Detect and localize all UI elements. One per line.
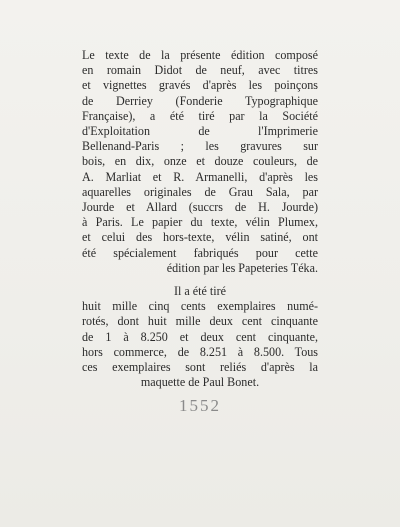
text-line: hors commerce, de 8.251 à 8.500. Tous xyxy=(82,344,318,359)
text-line: maquette de Paul Bonet. xyxy=(140,375,260,390)
copy-number: 1552 xyxy=(179,396,221,415)
text-line: ces exemplaires sont reliés d'après la xyxy=(82,360,318,375)
text-line: rotés, dont huit mille deux cent cinquante xyxy=(82,314,318,329)
text-line: aquarelles originales de Grau Sala, par xyxy=(82,184,318,199)
text-line: huit mille cinq cents exemplaires numé- xyxy=(82,299,318,314)
text-line: en romain Didot de neuf, avec titres xyxy=(82,63,318,78)
text-line: été spécialement fabriqués pour cette xyxy=(82,245,318,260)
paragraph-gap xyxy=(82,276,318,284)
text-line: Il a été tiré xyxy=(173,284,227,299)
text-line: d'Exploitation de l'Imprimerie xyxy=(82,124,318,139)
text-line: Le texte de la présente édition composé xyxy=(82,48,318,62)
text-line: Française), a été tiré par la Société xyxy=(82,108,318,123)
text-line: et celui des hors-texte, vélin satiné, ont xyxy=(82,230,318,245)
text-line: bois, en dix, onze et douze couleurs, de xyxy=(82,154,318,169)
text-line: A. Marliat et R. Armanelli, d'après les xyxy=(82,169,318,184)
text-line: à Paris. Le papier du texte, vélin Plumex, xyxy=(82,215,318,230)
text-line: de Derriey (Fonderie Typographique xyxy=(82,93,318,108)
colophon-paragraph-2 xyxy=(82,284,318,390)
text-line: édition par les Papeteries Téka. xyxy=(166,260,318,275)
text-line: Bellenand-Paris ; les gravures sur xyxy=(82,139,318,154)
text-line: de 1 à 8.250 et deux cent cinquante, xyxy=(82,329,318,344)
text-line: et vignettes gravés d'après les poinçons xyxy=(82,78,318,93)
colophon-text xyxy=(82,48,318,390)
text-line: Jourde et Allard (succrs de H. Jourde) xyxy=(82,200,318,215)
colophon-paragraph-1 xyxy=(82,48,318,276)
